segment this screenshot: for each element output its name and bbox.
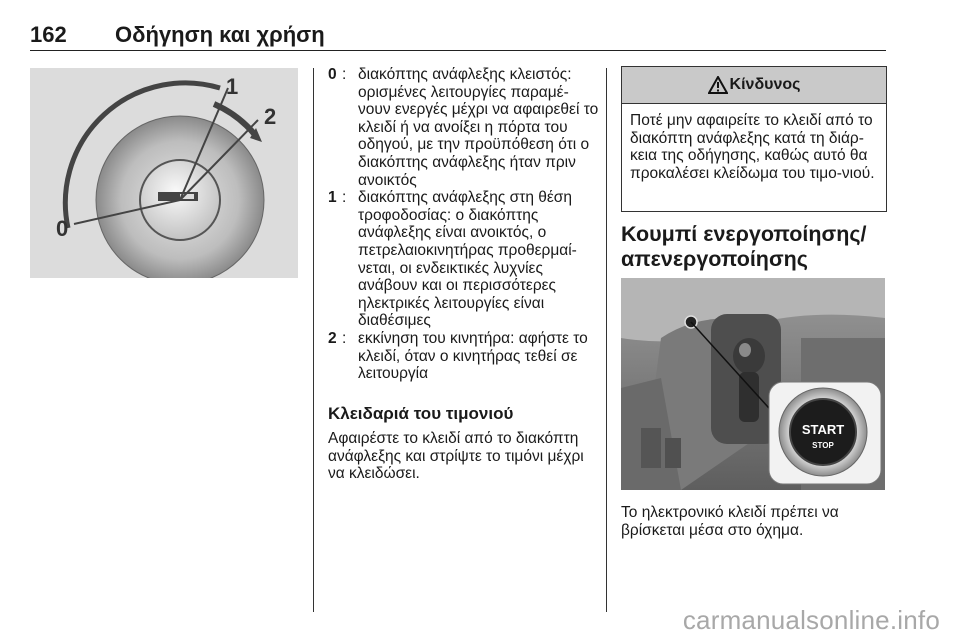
- column-divider: [313, 68, 314, 612]
- steering-lock-text: Αφαιρέστε το κλειδί από το διακόπτη ανάφλεξης και στρίψτε το τιμόνι μέχρι να κλειδώσει.: [328, 430, 584, 483]
- page-header: [30, 22, 886, 51]
- position-key: 2: [328, 329, 337, 347]
- start-stop-section-title: Κουμπί ενεργοποίησης/ απενεργοποίησης: [621, 222, 867, 271]
- start-stop-figure: [621, 278, 885, 490]
- page-title: Οδήγηση και χρήση: [115, 22, 325, 47]
- start-stop-caption: Το ηλεκτρονικό κλειδί πρέπει να βρίσκεται μέσα στο όχημα.: [621, 504, 839, 539]
- position-sep: :: [342, 66, 347, 83]
- position-1-label: 1: [226, 74, 239, 99]
- stop-label: STOP: [812, 441, 834, 450]
- danger-text: Ποτέ μην αφαιρείτε το κλειδί από το διακόπτη ανάφλεξης κατά τη διάρ-κεια της οδήγησης, καθώς αυτό θα προκαλέσει κλείδωμα του τιμο-νιού.: [630, 112, 875, 182]
- start-stop-illustration: [621, 278, 885, 490]
- position-description: διακόπτης ανάφλεξης στη θέση τροφοδοσίας: ο διακόπτης ανάφλεξης είναι ανοικτός, ο πετρελαιοκινητήρας προθερμαί-νεται, οι ενδεικτικές λυχνίες ανάβουν και οι περισσότερες ηλεκτρικές λειτουργίες είναι διαθέσιμες: [358, 189, 577, 330]
- position-key: 0: [328, 66, 337, 83]
- positions-column: [328, 66, 600, 483]
- position-2-label: 2: [264, 104, 277, 129]
- danger-box: [621, 66, 887, 212]
- column-divider: [606, 68, 607, 612]
- warning-triangle-icon: [708, 76, 728, 94]
- position-sep: :: [342, 329, 347, 347]
- steering-lock-heading: Κλειδαριά του τιμονιού: [328, 403, 514, 423]
- ignition-switch-figure: [30, 68, 298, 278]
- danger-header: [622, 67, 886, 104]
- page-number: 162: [30, 22, 67, 47]
- position-item-0: [328, 66, 600, 189]
- danger-title: Κίνδυνος: [729, 76, 801, 93]
- ignition-switch-illustration: [30, 68, 298, 278]
- start-label: START: [801, 422, 845, 437]
- position-key: 1: [328, 189, 337, 207]
- position-description: εκκίνηση του κινητήρα: αφήστε το κλειδί, όταν ο κινητήρας τεθεί σε λειτουργία: [358, 329, 588, 383]
- position-item-1: [328, 189, 600, 330]
- position-description: διακόπτης ανάφλεξης κλειστός: ορισμένες λειτουργίες παραμέ-νουν ενεργές μέχρι να αφαιρεθεί το κλειδί ή να ανοίξει η πόρτα του οδηγού, με την προϋπόθεση ότι ο διακόπτης ανάφλεξης ήταν πριν ανοικτός: [358, 66, 599, 189]
- watermark: carmanualsonline.info: [682, 605, 940, 635]
- position-0-label: 0: [56, 216, 69, 241]
- position-item-2: [328, 330, 600, 383]
- position-sep: :: [342, 189, 347, 207]
